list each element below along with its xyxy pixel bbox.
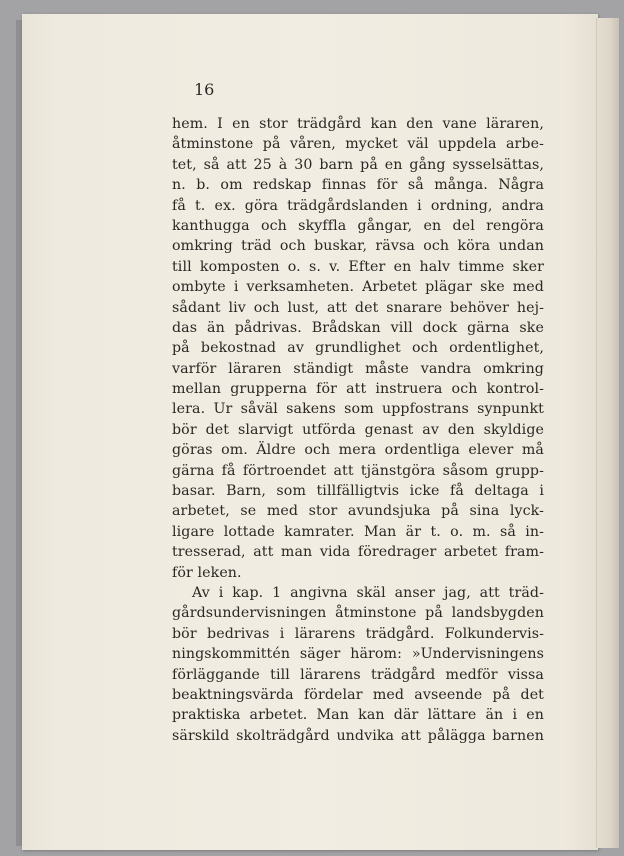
page-stack-edge [596,18,619,848]
text-line: göras om. Äldre och mera ordentliga elever må [172,442,544,459]
text-line: basar. Barn, som tillfälligtvis icke få deltaga i [172,483,544,500]
text-line: ligare lottade kamrater. Man är t. o. m. så in- [172,523,544,540]
text-line: åtminstone på våren, mycket väl uppdela arbe- [172,136,544,153]
text-line: omkring träd och buskar, rävsa och köra undan [172,238,544,255]
text-line: tet, så att 25 à 30 barn på en gång sysselsättas, [172,156,544,173]
text-line: praktiska arbetet. Man kan där lättare än i en [172,707,544,724]
text-line: bör bedrivas i lärarens trädgård. Folkundervis- [172,625,544,642]
text-line: på bekostnad av grundlighet och ordentlighet, [172,340,544,357]
text-line: bör det slarvigt utförda genast av den skyldige [172,421,544,438]
text-line: tresserad, att man vida föredrager arbetet fram- [172,544,544,561]
text-line: gårdsundervisningen åtminstone på landsbygden [172,605,544,622]
text-line: gärna få förtroendet att tjänstgöra såsom grupp- [172,462,544,479]
text-line: ningskommittén säger härom: »Undervisningens [172,646,544,663]
text-line: beaktningsvärda fördelar med avseende på det [172,686,544,703]
paragraph-start-line: Av i kap. 1 angivna skäl anser jag, att träd- [192,584,544,601]
text-line: arbetet, se med stor avundsjuka på sina lyck- [172,503,544,520]
page-number: 16 [194,80,215,99]
text-line: lera. Ur såväl sakens som uppfostrans synpunkt [172,401,544,418]
text-line: kanthugga och skyffla gångar, en del rengöra [172,217,544,234]
text-line: das än pådrivas. Brådskan vill dock gärna ske [172,319,544,336]
book-page [22,14,598,850]
text-line: hem. I en stor trädgård kan den vane läraren, [172,116,544,132]
text-line: n. b. om redskap finnas för så många. Några [172,177,544,194]
text-line: förläggande till lärarens trädgård medför vissa [172,666,544,683]
paragraph-end-line: för leken. [172,564,242,581]
body-text [172,114,544,746]
text-line: få t. ex. göra trädgårdslanden i ordning, andra [172,197,544,214]
text-line: sådant liv och lust, att det snarare behöver hej- [172,299,544,316]
text-line: ombyte i verksamheten. Arbetet plägar ske med [172,279,544,296]
text-line: särskild skolträdgård undvika att pålägga barnen [172,727,544,744]
text-line: varför läraren ständigt måste vandra omkring [172,360,544,377]
text-line: mellan grupperna för att instruera och kontrol- [172,381,544,398]
text-line: till komposten o. s. v. Efter en halv timme sker [172,258,544,275]
